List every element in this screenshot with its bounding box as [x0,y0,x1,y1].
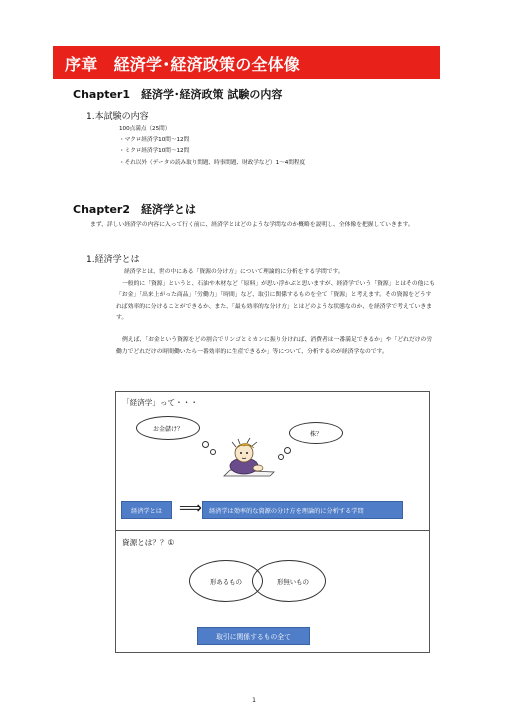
chapter2-heading: Chapter2 経済学とは [73,203,196,216]
list-item: 100点満点（25問） [119,126,171,132]
left-box-text: 経済学とは [131,507,162,515]
thought-dot [278,454,284,460]
paragraph: 例えば、「お金という資源をどの割合でリンゴとミカンに振り分ければ、消費者は一番満足できるか」や「どれだけの労働力でどれだけの時間働いたら一番効率的に生産できるか」等について、分析するのが経済学なのです。 [116,336,433,355]
chapter2-intro: まず、詳しい経済学の内容に入って行く前に、経済学とはどのような学問なのか概略を説明し、全体像を把握していきます。 [90,222,414,228]
list-item: ・ミクロ経済学10問～12問 [119,148,190,155]
chapter2-section-title: 1.経済学とは [86,255,140,265]
right-box-text: 経済学は効率的な資源の分け方を理論的に分析する学問 [209,507,364,515]
economics-definition-box [202,501,403,519]
diagram-divider [116,530,429,531]
transaction-resources-box [197,627,310,645]
paragraph: 一般的に「資源」というと、石油や木材など「原料」が思い浮かぶと思いますが、経済学でいう「資源」とはその他にも「お金」「出来上がった商品」「労働力」「時間」など、取引に関係するものを全て「資源」と考えます。その資源をどうすれば効率的に分けることができるか、また、「最も効率的な分け方」とはどのような状態なのか、を経済学で考えていきます。 [116,280,436,322]
chapter-banner [53,46,440,79]
thinking-person-illustration [214,436,276,478]
thought-dot [202,441,209,448]
list-item: ・それ以外（データの読み取り問題、時事問題、財政学など）1～4問程度 [119,159,306,166]
banner-title: 序章 経済学･経済政策の全体像 [65,55,301,74]
economics-explanation [116,267,436,358]
bubble-stock-text: 株？ [309,430,322,438]
page-number: 1 [252,697,256,704]
bottom-box-text: 取引に関係するもの全て [216,633,291,641]
chapter1-section-title: 1.本試験の内容 [86,112,149,122]
list-item: ・マクロ経済学10問～12問 [119,137,190,144]
paragraph: 経済学とは、世の中にある「資源の分け方」について理論的に分析をする学問です。 [124,269,344,275]
ellipse-intangible-text: 形無いもの [277,577,309,586]
intangible-ellipse [252,560,326,602]
right-arrow-icon: ⟹ [179,498,202,517]
chapter1-heading: Chapter1 経済学･経済政策 試験の内容 [73,88,283,101]
ellipse-tangible-text: 形あるもの [210,577,242,586]
diagram-bottom-label: 資源とは？？① [122,538,175,547]
thought-bubble-stock [289,422,343,444]
bubble-money-text: お金儲け？ [152,425,183,433]
exam-content-list [119,124,305,169]
diagram-top-label: 「経済学」って・・・ [122,398,198,407]
economics-label-box [121,501,172,519]
thought-bubble-money [136,416,200,440]
thought-dot [284,447,291,454]
economics-diagram [115,391,430,653]
